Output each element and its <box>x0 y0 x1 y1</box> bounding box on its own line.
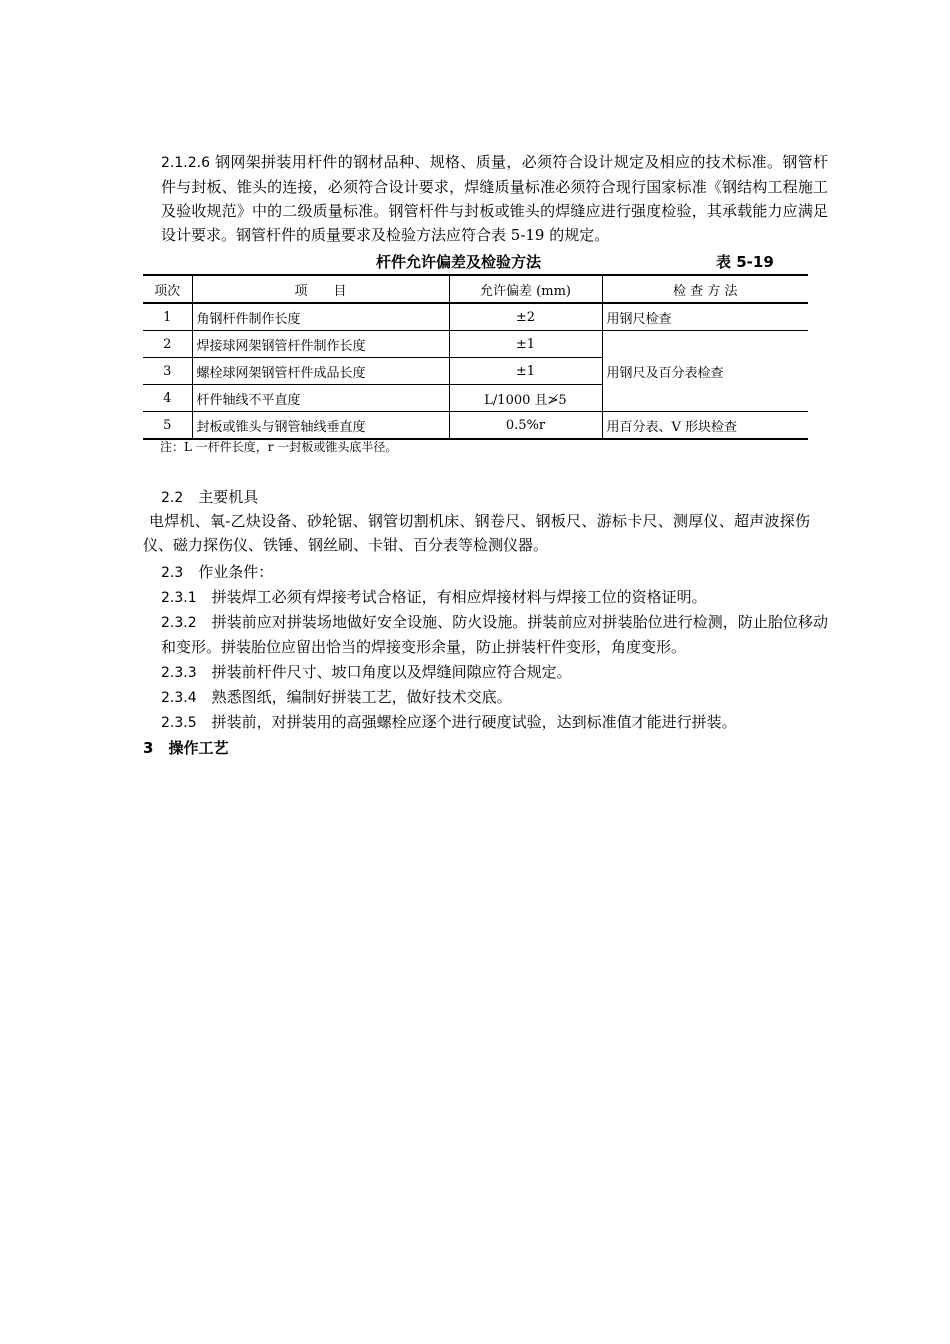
table-row <box>143 303 808 331</box>
clause-text: 钢网架拼装用杆件的钢材品种、规格、质量，必须符合设计规定及相应的技术标准。钢管杆件与封板、锥头的连接，必须符合设计要求，焊缝质量标准必须符合现行国家标准《钢结构工程施工及验收规范》中的二级质量标准。钢管杆件与封板或锥头的焊缝应进行强度检验，其承载能力应满足设计要求。钢管杆件的质量要求及检验方法应符合表 5-19 的规定。 <box>161 153 828 244</box>
section-title: 操作工艺 <box>168 739 229 757</box>
clause-number: 2.3.3 <box>161 665 197 681</box>
clause-2-3-1 <box>143 585 828 610</box>
clause-2-3-4 <box>143 685 828 710</box>
clause-text: 拼装前，对拼装用的高强螺栓应逐个进行硬度试验，达到标准值才能进行拼装。 <box>211 713 737 731</box>
table-title: 杆件允许偏差及检验方法 <box>376 253 542 271</box>
cell-no: 5 <box>143 412 192 440</box>
cell-method: 用百分表、V 形块检查 <box>602 412 808 440</box>
clause-number: 2.3.1 <box>161 590 197 606</box>
header-no: 项次 <box>143 275 192 303</box>
cell-item: 焊接球网架钢管杆件制作长度 <box>192 331 449 358</box>
table-header-row <box>143 275 808 303</box>
cell-no: 1 <box>143 303 192 331</box>
clause-number: 2.3.4 <box>161 690 197 706</box>
cell-tolerance: 0.5%r <box>449 412 602 440</box>
clause-text: 拼装前应对拼装场地做好安全设施、防火设施。拼装前应对拼装胎位进行检测，防止胎位移动和变形。拼装胎位应留出恰当的焊接变形余量，防止拼装杆件变形，角度变形。 <box>161 613 828 656</box>
cell-method: 用钢尺及百分表检查 <box>602 331 808 412</box>
cell-tolerance: ±1 <box>449 358 602 385</box>
section-2-3-heading <box>143 560 273 585</box>
cell-tolerance: ±2 <box>449 303 602 331</box>
cell-no: 3 <box>143 358 192 385</box>
clause-text: 拼装焊工必须有焊接考试合格证，有相应焊接材料与焊接工位的资格证明。 <box>211 588 707 606</box>
cell-tolerance: ±1 <box>449 331 602 358</box>
header-tolerance: 允许偏差 (mm) <box>449 275 602 303</box>
cell-no: 4 <box>143 385 192 412</box>
clause-2-3-2 <box>143 610 828 659</box>
cell-method: 用钢尺检查 <box>602 303 808 331</box>
header-method: 检 查 方 法 <box>602 275 808 303</box>
cell-item: 杆件轴线不平直度 <box>192 385 449 412</box>
table-caption <box>143 251 808 273</box>
section-number: 3 <box>143 739 154 757</box>
table-row <box>143 331 808 358</box>
table-row <box>143 412 808 440</box>
clause-2-3-5 <box>143 710 828 735</box>
cell-item: 角钢杆件制作长度 <box>192 303 449 331</box>
clause-text: 熟悉图纸，编制好拼装工艺，做好技术交底。 <box>211 688 512 706</box>
paragraph-2-1-2-6 <box>143 150 828 247</box>
table-note: 注：L 一杆件长度，r 一封板或锥头底半径。 <box>160 440 398 454</box>
section-number: 2.3 <box>161 565 184 581</box>
tolerance-table <box>143 274 808 440</box>
cell-tolerance: L/1000 且≯5 <box>449 385 602 412</box>
header-item: 项 目 <box>192 275 449 303</box>
clause-number: 2.3.2 <box>161 615 197 631</box>
clause-text: 拼装前杆件尺寸、坡口角度以及焊缝间隙应符合规定。 <box>211 663 572 681</box>
section-2-2-heading <box>143 485 258 510</box>
section-number: 2.2 <box>161 490 184 506</box>
cell-no: 2 <box>143 331 192 358</box>
clause-number: 2.3.5 <box>161 715 197 731</box>
section-title: 主要机具 <box>198 488 259 506</box>
section-title: 作业条件： <box>198 563 274 581</box>
cell-item: 螺栓球网架钢管杆件成品长度 <box>192 358 449 385</box>
section-2-2-body: 电焊机、氧-乙炔设备、砂轮锯、钢管切割机床、钢卷尺、钢板尺、游标卡尺、测厚仪、超声波探伤仪、磁力探伤仪、铁锤、钢丝刷、卡钳、百分表等检测仪器。 <box>143 512 810 554</box>
clause-2-3-3 <box>143 660 828 685</box>
clause-number: 2.1.2.6 <box>161 155 210 171</box>
cell-item: 封板或锥头与钢管轴线垂直度 <box>192 412 449 440</box>
table-number: 表 5-19 <box>716 253 774 271</box>
section-3-heading <box>143 737 228 758</box>
